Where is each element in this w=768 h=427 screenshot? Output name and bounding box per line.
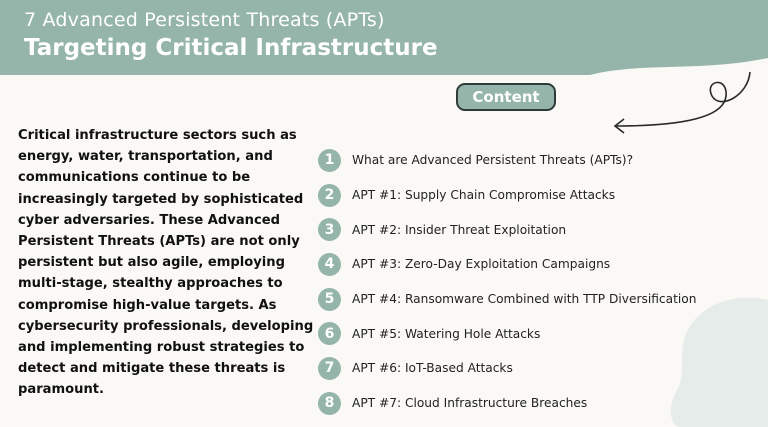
toc-number-badge: 2 bbox=[318, 184, 341, 207]
toc-item-label: What are Advanced Persistent Threats (APTs)? bbox=[352, 153, 634, 168]
toc-item-label: APT #4: Ransomware Combined with TTP Diversification bbox=[352, 292, 697, 307]
toc-number-badge: 4 bbox=[318, 253, 341, 276]
toc-number-badge: 1 bbox=[318, 149, 341, 172]
toc-item[interactable] bbox=[318, 351, 758, 386]
toc-number-badge: 6 bbox=[318, 322, 341, 345]
toc-item[interactable] bbox=[318, 316, 758, 351]
toc-number-badge: 3 bbox=[318, 218, 341, 241]
curved-arrow-icon bbox=[600, 66, 768, 138]
toc-item-label: APT #3: Zero-Day Exploitation Campaigns bbox=[352, 257, 611, 272]
toc-item[interactable] bbox=[318, 212, 758, 247]
toc-number-badge: 5 bbox=[318, 288, 341, 311]
toc-item[interactable] bbox=[318, 386, 758, 421]
toc-item[interactable] bbox=[318, 282, 758, 317]
toc-number-badge: 7 bbox=[318, 357, 341, 380]
table-of-contents bbox=[318, 143, 758, 421]
header-subtitle: 7 Advanced Persistent Threats (APTs) bbox=[24, 9, 385, 31]
header-title: Targeting Critical Infrastructure bbox=[24, 35, 438, 61]
header-banner bbox=[0, 0, 768, 75]
content-badge: Content bbox=[456, 83, 556, 111]
toc-item[interactable] bbox=[318, 143, 758, 178]
toc-item-label: APT #7: Cloud Infrastructure Breaches bbox=[352, 396, 588, 411]
toc-number-badge: 8 bbox=[318, 392, 341, 415]
toc-item-label: APT #1: Supply Chain Compromise Attacks bbox=[352, 188, 616, 203]
toc-item[interactable] bbox=[318, 178, 758, 213]
toc-item[interactable] bbox=[318, 247, 758, 282]
intro-paragraph: Critical infrastructure sectors such as energy, water, transportation, and communications continue to be increasingly targeted by sophisticated cyber adversaries. These Advanced Persistent Threats (APTs) are not only persistent but also agile, employing multi-stage, stealthy approaches to compromise high-value targets. As cybersecurity professionals, developing and implementing robust strategies to detect and mitigate these threats is paramount. bbox=[18, 128, 314, 398]
toc-item-label: APT #2: Insider Threat Exploitation bbox=[352, 222, 567, 237]
toc-item-label: APT #5: Watering Hole Attacks bbox=[352, 326, 541, 341]
toc-item-label: APT #6: IoT-Based Attacks bbox=[352, 361, 513, 376]
